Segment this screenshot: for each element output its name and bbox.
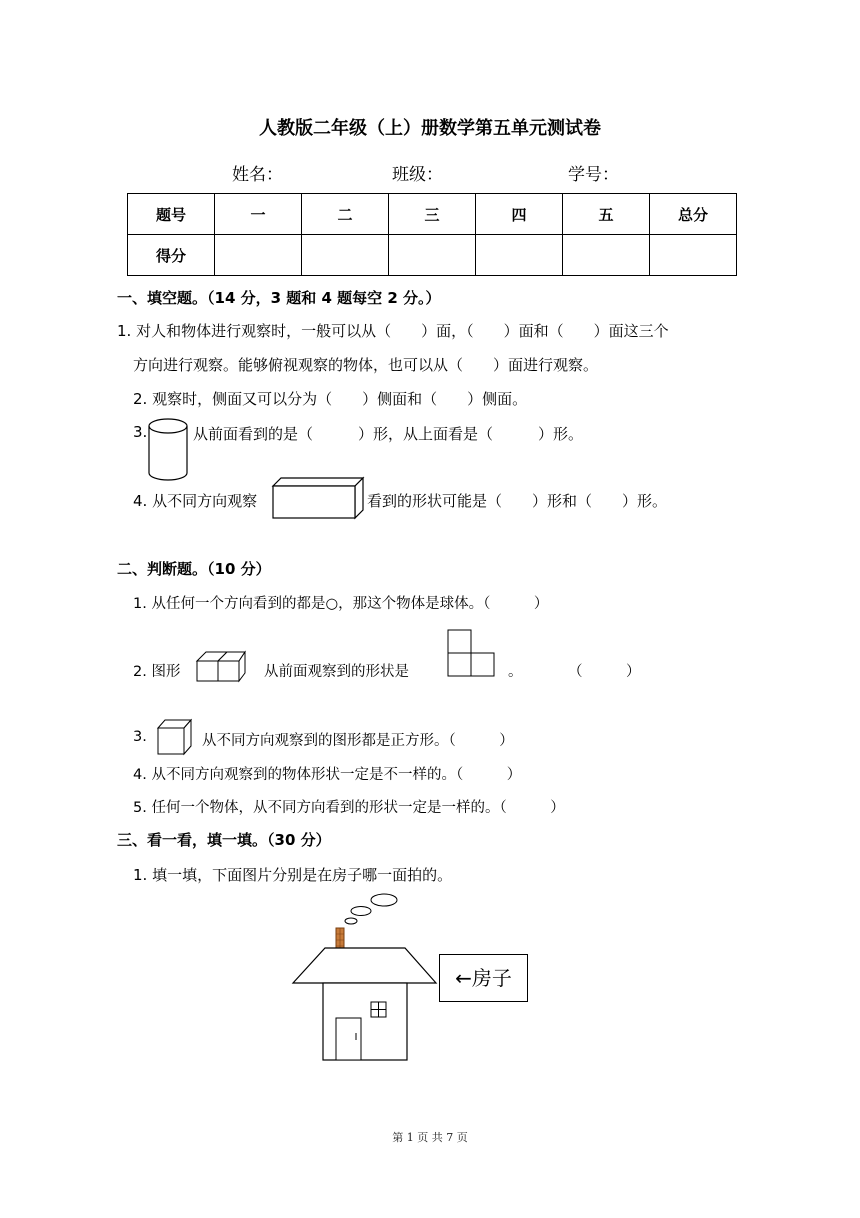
house-illustration	[290, 890, 440, 1062]
class-label: 班级：	[392, 165, 443, 185]
score-header-cell: 四	[476, 194, 563, 235]
score-cell[interactable]	[476, 235, 563, 276]
cube-figure	[157, 719, 193, 755]
s1-q1-line2: 方向进行观察。能够俯视观察的物体，也可以从（ ）面进行观察。	[133, 356, 599, 374]
score-header-cell: 二	[302, 194, 389, 235]
s2-q2-paren: （ ）	[568, 664, 641, 680]
s2-q5: 5. 任何一个物体，从不同方向看到的形状一定是一样的。（ ）	[133, 800, 565, 816]
score-cell[interactable]	[650, 235, 737, 276]
s1-q3-number: 3.	[133, 423, 148, 441]
score-header-cell: 三	[389, 194, 476, 235]
score-table-header-row	[128, 194, 737, 235]
s1-q2: 2. 观察时，侧面又可以分为（ ）侧面和（ ）侧面。	[133, 390, 528, 408]
score-row-label: 得分	[128, 235, 215, 276]
s2-q3-number: 3.	[133, 729, 147, 745]
score-cell[interactable]	[563, 235, 650, 276]
s1-q3-text: 从前面看到的是（ ）形，从上面看是（ ）形。	[193, 425, 584, 443]
section2-heading: 二、判断题。（10 分）	[117, 560, 271, 578]
page-title: 人教版二年级（上）册数学第五单元测试卷	[259, 118, 601, 139]
name-label: 姓名：	[232, 165, 283, 185]
s1-q4-suffix: 看到的形状可能是（ ）形和（ ）形。	[367, 492, 668, 510]
s1-q4-prefix: 4. 从不同方向观察	[133, 492, 258, 510]
score-cell[interactable]	[302, 235, 389, 276]
section3-heading: 三、看一看，填一填。（30 分）	[117, 831, 331, 849]
score-cell[interactable]	[389, 235, 476, 276]
score-header-cell: 题号	[128, 194, 215, 235]
score-header-cell: 五	[563, 194, 650, 235]
two-cubes-figure	[196, 651, 248, 683]
house-label-box: ←房子	[439, 954, 528, 1002]
s2-q2-prefix: 2. 图形	[133, 664, 181, 680]
s3-q1: 1. 填一填，下面图片分别是在房子哪一面拍的。	[133, 866, 453, 884]
score-cell[interactable]	[215, 235, 302, 276]
s2-q2-middle: 从前面观察到的形状是	[264, 664, 409, 680]
section1-heading: 一、填空题。（14 分，3 题和 4 题每空 2 分。）	[117, 289, 441, 307]
s2-q4: 4. 从不同方向观察到的物体形状一定是不一样的。（ ）	[133, 767, 522, 783]
number-label: 学号：	[568, 165, 619, 185]
front-view-squares-figure	[447, 629, 495, 677]
s2-q3-text: 从不同方向观察到的图形都是正方形。（ ）	[202, 733, 514, 749]
score-table	[127, 193, 737, 276]
score-table-score-row	[128, 235, 737, 276]
score-header-cell: 总分	[650, 194, 737, 235]
score-header-cell: 一	[215, 194, 302, 235]
s2-q1: 1. 从任何一个方向看到的都是○，那这个物体是球体。（ ）	[133, 596, 549, 612]
cylinder-figure	[148, 417, 190, 483]
cuboid-figure	[272, 477, 364, 519]
page-footer: 第 1 页 共 7 页	[392, 1131, 468, 1144]
s2-q2-end: 。	[508, 664, 523, 680]
s1-q1-line1: 1. 对人和物体进行观察时，一般可以从（ ）面，（ ）面和（ ）面这三个	[117, 322, 669, 340]
